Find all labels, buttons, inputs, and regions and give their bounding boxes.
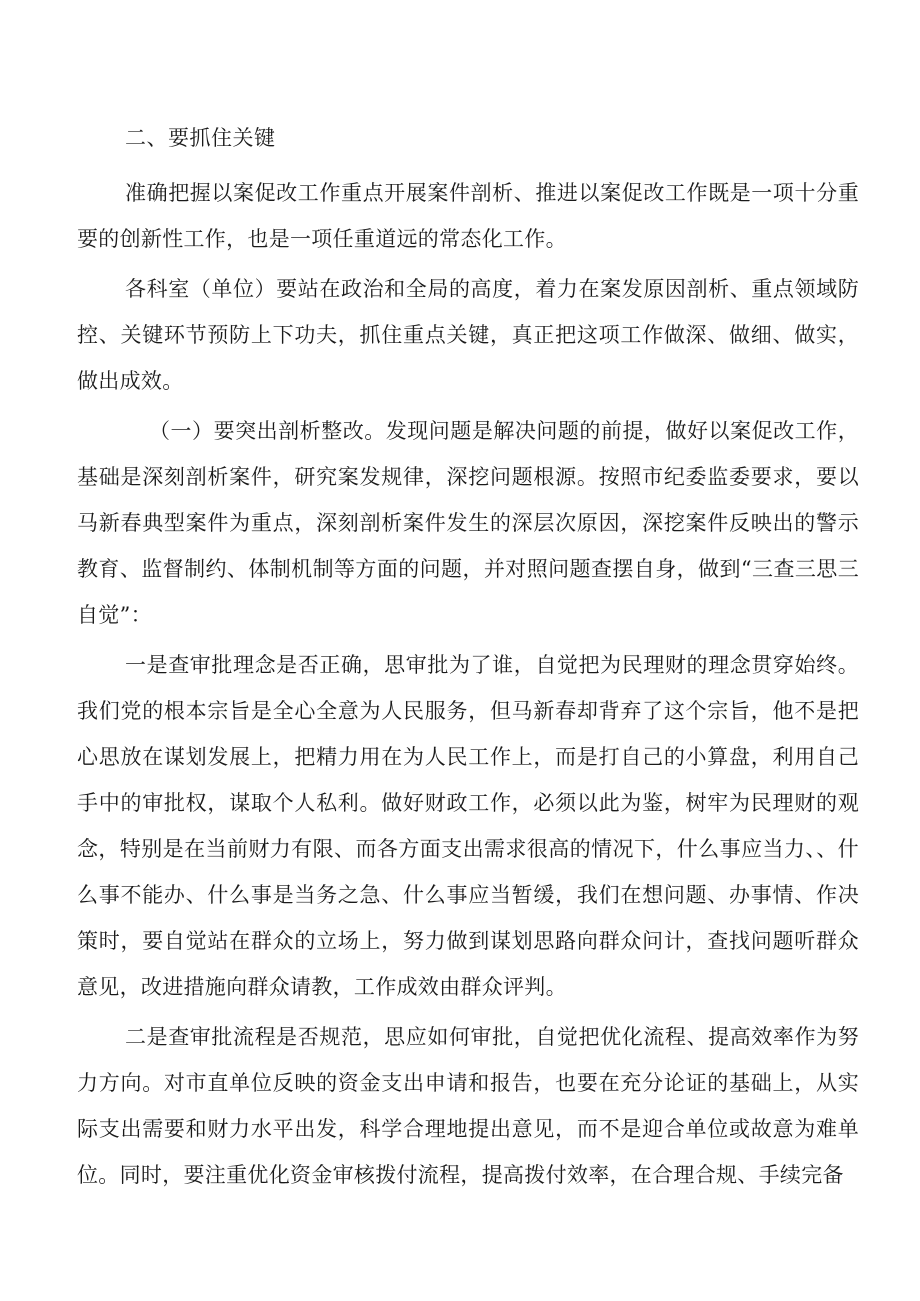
paragraph-point-two: 二是查审批流程是否规范，思应如何审批，自觉把优化流程、提高效率作为努力方向。对市直单位反映的资金支出申请和报告，也要在充分论证的基础上，从实际支出需要和财力水平出发，科学合理地提出意见，而不是迎合单位或故意为难单位。同时，要注重优化资金审核拨付流程，提高拨付效率，在合理合规、手续完备 — [77, 1025, 859, 1187]
document-body — [77, 112, 859, 1202]
paragraph-departments: 各科室（单位）要站在政治和全局的高度，着力在案发原因剖析、重点领域防控、关键环节预防上下功夫，抓住重点关键，真正把这项工作做深、做细、做实，做出成效。 — [77, 277, 859, 393]
section-heading: 二、要抓住关键 — [125, 126, 276, 150]
paragraph-point-one: 一是查审批理念是否正确，思审批为了谁，自觉把为民理财的理念贯穿始终。我们党的根本宗旨是全心全意为人民服务，但马新春却背弃了这个宗旨，他不是把心思放在谋划发展上，把精力用在为人民工作上，而是打自己的小算盘，利用自己手中的审批权，谋取个人私利。做好财政工作，必须以此为鉴，树牢为民理财的观念，特别是在当前财力有限、而各方面支出需求很高的情况下，什么事应当力、、什么事不能办、什么事是当务之急、什么事应当暂缓，我们在想问题、办事情、作决策时，要自觉站在群众的立场上，努力做到谋划思路向群众问计，查找问题听群众意见，改进措施向群众请教，工作成效由群众评判。 — [77, 653, 859, 999]
paragraph-analysis: （一）要突出剖析整改。发现问题是解决问题的前提，做好以案促改工作，基础是深刻剖析案件，研究案发规律，深挖问题根源。按照市纪委监委要求，要以马新春典型案件为重点，深刻剖析案件发生的深层次原因，深挖案件反映出的警示教育、监督制约、体制机制等方面的问题，并对照问题查摆自身，做到“三查三思三自觉”： — [77, 419, 859, 627]
paragraph-intro: 准确把握以案促改工作重点开展案件剖析、推进以案促改工作既是一项十分重要的创新性工作，也是一项任重道远的常态化工作。 — [77, 181, 859, 251]
